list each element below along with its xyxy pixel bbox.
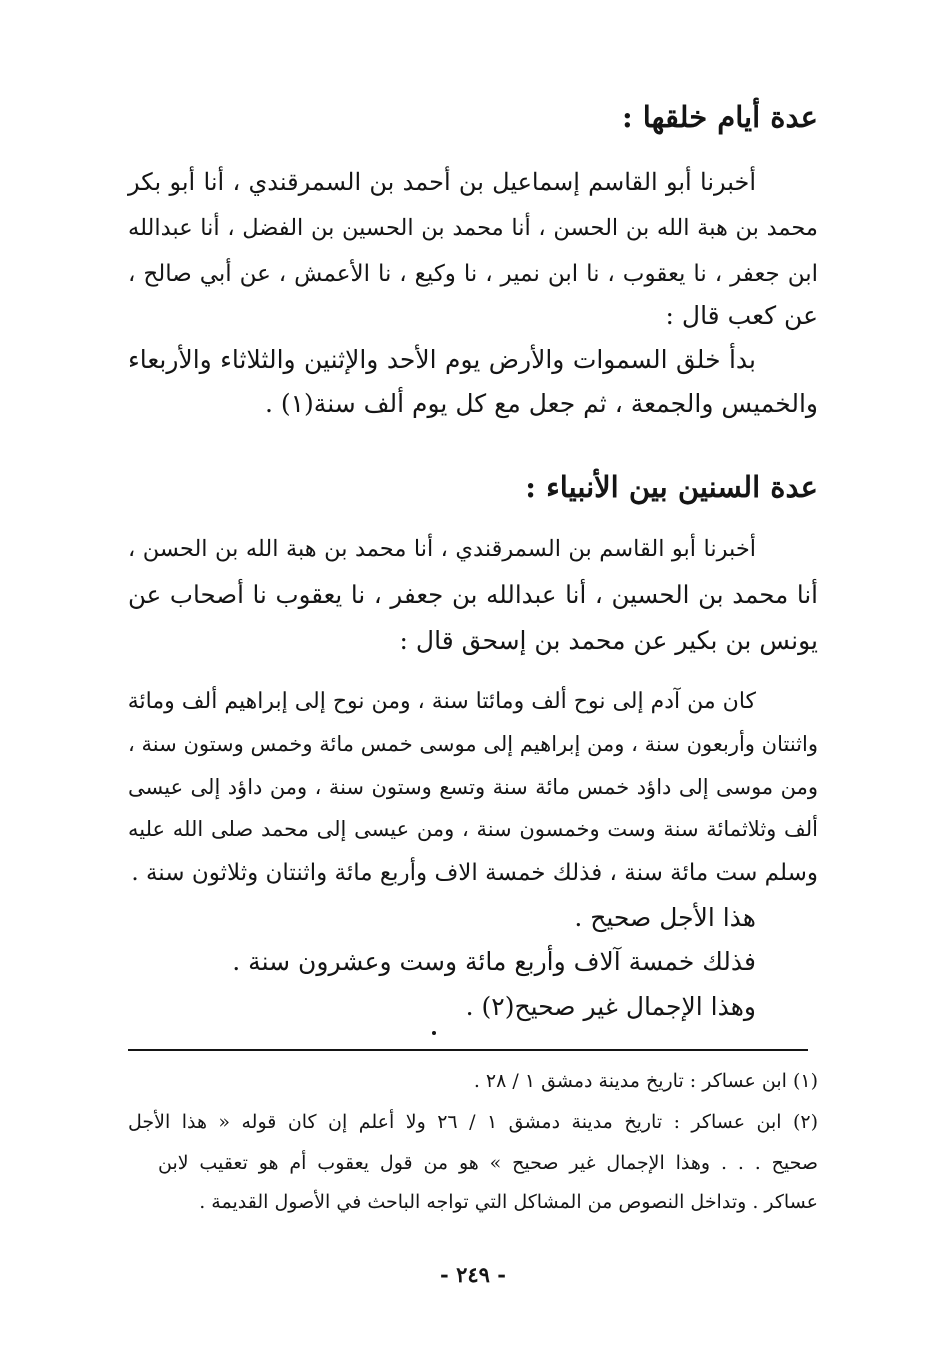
text-line: وسلم ست مائة سنة ، فذلك خمسة الاف وأربع مائة واثنتان وثلاثون سنة .	[131, 860, 818, 886]
text-line: واثنتان وأربعون سنة ، ومن إبراهيم إلى موسى خمس مائة وخمس وستون سنة ،	[128, 732, 818, 756]
text-line: أخبرنا أبو القاسم إسماعيل بن أحمد بن السمرقندي ، أنا أبو بكر	[128, 168, 757, 196]
footnote-2: (٢) ابن عساكر : تاريخ مدينة دمشق ١ / ٢٦ ولا أعلم إن كان قوله « هذا الأجل	[128, 1111, 819, 1133]
text-line: أنا محمد بن الحسين ، أنا عبدالله بن جعفر ، نا يعقوب نا أصحاب عن	[128, 580, 818, 609]
text-line: ألف وثلاثمائة سنة وست وخمسون سنة ، ومن عيسى إلى محمد صلى الله عليه	[128, 817, 818, 841]
footnote-2-cont: صحيح . . . وهذا الإجمال غير صحيح » هو من قول يعقوب أم هو تعقيب لابن	[158, 1152, 818, 1174]
stray-dot	[432, 1031, 436, 1035]
text-line: هذا الأجل صحيح .	[574, 903, 756, 932]
text-line: بدأ خلق السموات والأرض يوم الأحد والإثنين والثلاثاء والأربعاء	[128, 345, 756, 374]
text-line: وهذا الإجمال غير صحيح(٢) .	[465, 992, 756, 1021]
text-line: محمد بن هبة الله بن الحسن ، أنا محمد بن الحسين بن الفضل ، أنا عبدالله	[128, 215, 818, 241]
text-line: والخميس والجمعة ، ثم جعل مع كل يوم ألف سنة(١) .	[264, 389, 818, 418]
text-line: ابن جعفر ، نا يعقوب ، نا ابن نمير ، نا وكيع ، نا الأعمش ، عن أبي صالح ،	[128, 261, 818, 287]
footnote-separator	[128, 1049, 808, 1051]
text-line: ومن موسى إلى داؤد خمس مائة سنة وتسع وستون سنة ، ومن داؤد إلى عيسى	[128, 775, 818, 799]
text-line: يونس بن بكير عن محمد بن إسحق قال :	[399, 626, 818, 655]
text-line: أخبرنا أبو القاسم بن السمرقندي ، أنا محمد بن هبة الله بن الحسن ،	[128, 536, 756, 562]
section-heading-years-between-prophets: عدة السنين بين الأنبياء :	[525, 470, 818, 504]
footnote-1: (١) ابن عساكر : تاريخ مدينة دمشق ١ / ٢٨ .	[473, 1070, 818, 1092]
text-line: كان من آدم إلى نوح ألف ومائتا سنة ، ومن نوح إلى إبراهيم ألف ومائة	[127, 689, 756, 714]
page-number: - ٢٤٩ -	[440, 1262, 506, 1287]
footnote-2-cont: عساكر . وتداخل النصوص من المشاكل التي تواجه الباحث في الأصول القديمة .	[199, 1191, 818, 1213]
section-heading-days-of-creation: عدة أيام خلقها :	[621, 100, 818, 134]
text-line: عن كعب قال :	[665, 301, 818, 330]
text-line: فذلك خمسة آلاف وأربع مائة وست وعشرون سنة .	[232, 947, 756, 976]
